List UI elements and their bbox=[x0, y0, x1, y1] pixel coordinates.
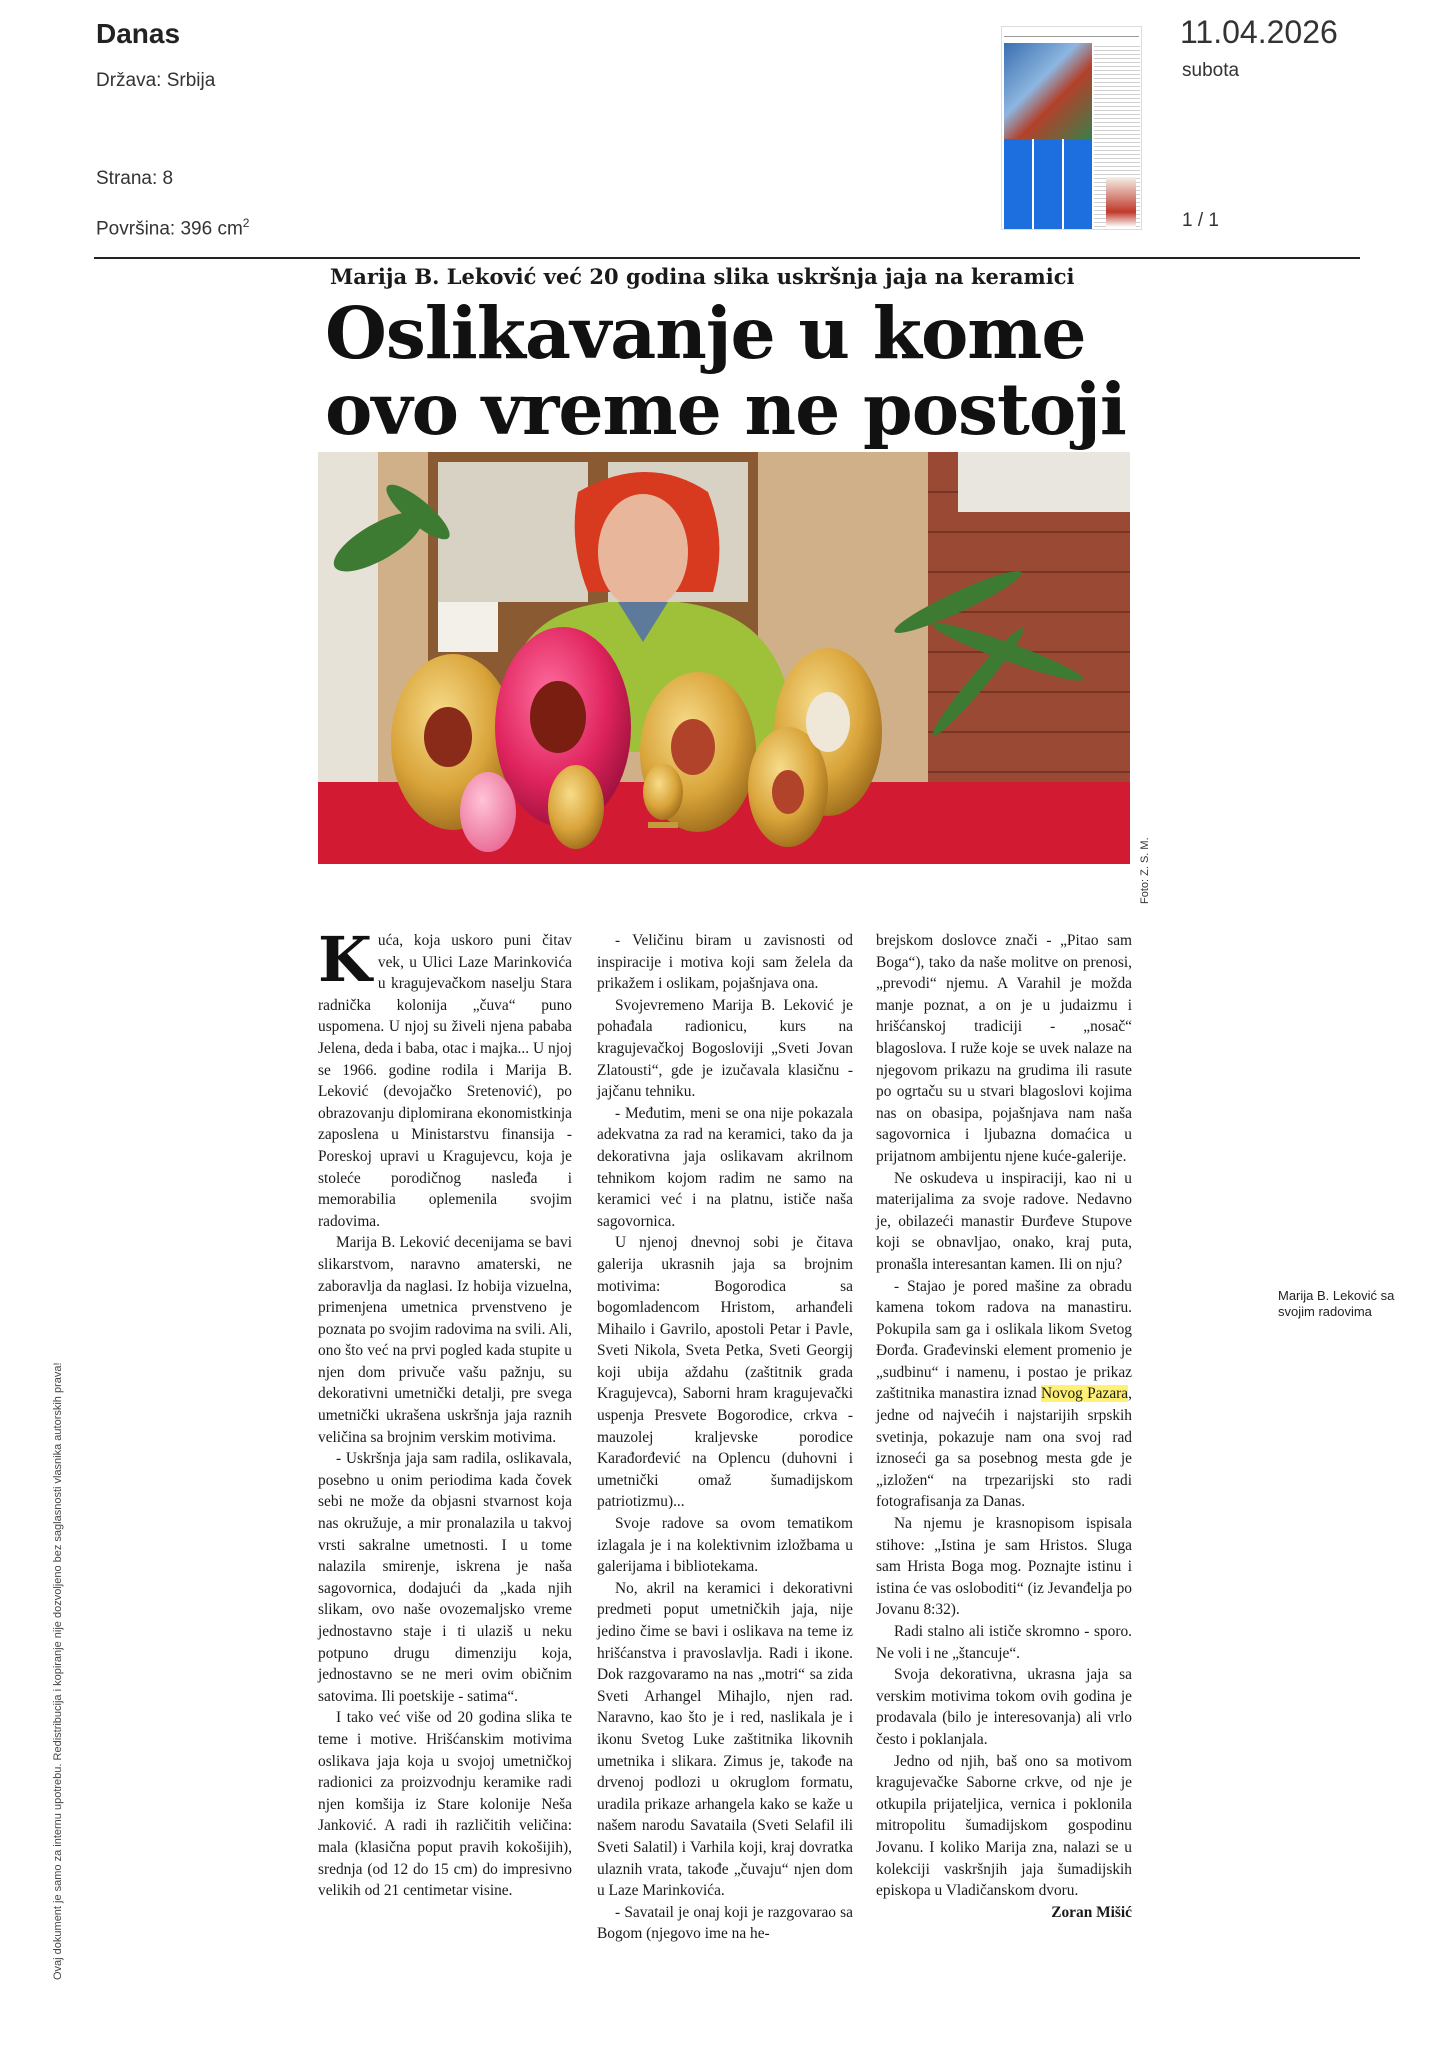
highlighted-place-name: Novog Pazara bbox=[1040, 1385, 1129, 1403]
copyright-disclaimer: Ovaj dokument je samo za internu upotrebu. Redistribucija i kopiranje nije dozvoljeno bez saglasnosti vlasnika autorskih prava! bbox=[52, 1362, 64, 1980]
paragraph: Svoje radove sa ovom tematikom izlagala je i na kolektivnim izložbama u galerijama i bibliotekama. bbox=[597, 1515, 853, 1576]
area-unit-exponent: 2 bbox=[242, 216, 250, 230]
area-value: Površina: 396 cm bbox=[96, 218, 243, 240]
paragraph: - Savatail je onaj koji je razgovarao sa Bogom (njegovo ime na he- bbox=[597, 1903, 853, 1943]
paragraph: Na njemu je krasnopisom ispisala stihove: „Istina je sam Hristos. Sluga sam Hrista Boga mog. Poznajte istinu i istina će vas osloboditi“ (iz Jevanđelja po Jovanu 8:32). bbox=[876, 1515, 1132, 1619]
page-thumbnail[interactable] bbox=[1001, 26, 1142, 230]
paragraph: brejskom doslovce znači - „Pitao sam Boga“), tako da naše molitve on prenosi, „prevodi“ njemu. A Varahil je možda manje poznat, a on je u judaizmu i hrišćanskoj tradiciji - „nosač“ blagoslova. I ruže koje se uvek nalaze na njegovom prikazu na grudima ili rasute po ogrtaču su u stvari blagoslovi kojima nas on obasipa, pojašnjava nam naša sagovornica i ljubazna domaćica u prijatnom ambijentu njene kuće-galerije. bbox=[876, 932, 1132, 1165]
paragraph: - Međutim, meni se ona nije pokazala adekvatna za rad na keramici, tako da ja dekorativna jaja oslikavam akrilnom tehnikom kojom radim ne samo na keramici već i na platnu, ističe naša sagovornica. bbox=[597, 1104, 853, 1230]
article-column-2 bbox=[597, 930, 853, 1945]
area-label bbox=[96, 216, 249, 240]
paragraph: Radi stalno ali ističe skromno - sporo. Ne voli i ne „štancuje“. bbox=[876, 1623, 1132, 1662]
paragraph: Svoja dekorativna, ukrasna jaja sa verskim motivima tokom ovih godina je prodavala (bilo je interesovanja) ali vrlo često i poklanjala. bbox=[876, 1666, 1132, 1748]
article-column-3 bbox=[876, 930, 1132, 1923]
clip-page-count: 1 / 1 bbox=[1182, 210, 1219, 231]
article-author: Zoran Mišić bbox=[1051, 1903, 1132, 1921]
paragraph: Marija B. Leković decenijama se bavi slikarstvom, naravno amaterski, ne zaboravlja da naglasi. Iz hobija vizuelna, primenjena umetnica prvenstveno je poznata po svojim radovima na svili. Ali, ono što već na prvi pogled kada stupite u njen dom privuče vašu pažnju, su dekorativni umetnički detalji, pre svega umetnički ukrašena uskršnja jaja raznih veličina sa brojnim verskim motivima. bbox=[318, 1234, 572, 1446]
paragraph bbox=[318, 923, 572, 1232]
article-column-1 bbox=[318, 923, 572, 1902]
paragraph-text: uća, koja uskoro puni čitav vek, u Ulici Laze Marinkovića u kragujevačkom naselju Stara radnička kolonija „čuva“ puno uspomena. U njoj su živeli njena pababa Jelena, deda i baba, otac i majka... U njoj se 1966. godine rodila i Marija B. Leković (devojačko Sretenović), po obrazovanju diplomirana ekonomistkinja zaposlena u Ministarstvu finansija - Poreskoj upravi u Kragujevcu, koja je stoleće porodičnog nasleđa i memorabilia oplemenila svojim radovima. bbox=[318, 932, 572, 1230]
thumbnail-column bbox=[1004, 139, 1032, 229]
drop-cap: K bbox=[318, 923, 372, 996]
thumbnail-picture bbox=[1106, 177, 1136, 227]
paragraph-text: Jedno od njih, baš ono sa motivom kragujevačke Saborne crkve, od nje je otkupila prijateljica, vernica i poklonila mitropolitu šumadijskom gospodinu Jovanu. I koliko Marija zna, nalazi se u kolekciji vaskršnjih jaja šumadijskih episkopa u Vladičanskom dvoru. bbox=[876, 1752, 1132, 1900]
paragraph bbox=[876, 1276, 1132, 1514]
paragraph: Svojevremeno Marija B. Leković je pohađala radionicu, kurs na kragujevačkoj Bogosloviji „Sveti Jovan Zlatousti“, gde je izučavala klasičnu - jajčanu tehniku. bbox=[597, 996, 853, 1101]
photo-illustration bbox=[318, 452, 1130, 864]
thumbnail-column bbox=[1034, 139, 1062, 229]
paragraph: - Uskršnja jaja sam radila, oslikavala, posebno u onim periodima kada čovek sebi ne može da objasni stvarnost koja nas okružuje, a mir pronalazila u takvoj vrsti sakralne umetnosti. I u tome nalazila smirenje, iskrena je naša sagovornica, dodajući da „kada njih slikam, ovo naše ovozemaljsko vreme jednostavno staje i ti ulaziš u neku potpuno drugu dimenziju koja, jednostavno se ne meri ovim običnim satovima. Ili poetskije - satima“. bbox=[318, 1450, 572, 1705]
paragraph-text: - Stajao je pored mašine za obradu kamena tokom radova na manastiru. Pokupila sam ga i oslikala likom Svetog Đorđa. Građevinski element promenio je „sudbinu“ i namenu, i postao je prikaz zaštitnika manastira iznad bbox=[876, 1277, 1132, 1403]
thumbnail-masthead bbox=[1004, 29, 1139, 37]
publication-name: Danas bbox=[96, 18, 181, 49]
paragraph: U njenoj dnevnoj sobi je čitava galerija ukrasnih jaja sa brojnim motivima: Bogorodica sa bogomladencom Hristom, arhanđeli Mihailo i Gavrilo, apostoli Petar i Pavle, Sveti Nikola, Sveta Petka, Sveti Georgij koji ubija aždahu (zaštitnik grada Kragujevca), Saborni hram kragujevački uspenja Presvete Bogorodice, crkva - mauzolej kraljevske porodice Karađorđević na Oplencu (duhovni i umetnički omaž šumadijskom patriotizmu)... bbox=[597, 1234, 853, 1511]
paragraph: Ne oskudeva u inspiraciji, kao ni u materijalima za svoje radove. Nedavno je, obilazeći manastir Đurđeve Stupove koji se obnavljao, onako, kraj puta, pronašla interesantan kamen. Ili on nju? bbox=[876, 1169, 1132, 1273]
page-number-label: Strana: 8 bbox=[96, 168, 174, 189]
header-divider bbox=[94, 257, 1360, 259]
paragraph: No, akril na keramici i dekorativni predmeti poput umetničkih jaja, nije jedino čime se bavi i oslikava na teme iz hrišćanstva i pravoslavlja. Radi i ikone. Dok razgovaramo na nas „motri“ sa zida Sveti Arhangel Mihajlo, njen rad. Naravno, kao što je i red, naslikala je i ikonu Svetog Luke zaštitnika likovnih umetnika i slikara. Zimus je, takođe na drvenoj podlozi u okruglom formatu, uradila prikaze arhangela kako se kaže u našem narodu Savataila (Sveti Selafil ili Sveti Salatil) i Varhila koji, kraj dovratka ulaznih vrata, takođe „čuvaju“ njen dom u Laze Marinkovića. bbox=[597, 1579, 853, 1900]
thumbnail-image bbox=[1004, 43, 1092, 139]
paragraph: - Veličinu biram u zavisnosti od inspiracije i motiva koji sam želela da prikažem i oslikam, pojašnjava ona. bbox=[597, 932, 853, 993]
article-headline: Oslikavanje u kome ovo vreme ne postoji bbox=[325, 291, 1126, 451]
publication-date: 11.04.2026 bbox=[1180, 14, 1338, 50]
paragraph-text: , jedne od najvećih i najstarijih srpskih svetinja, pokazuje nam ona svoj rad iznoseći ga sa posebnog mesta gde je „izložen“ na trpezarijski sto radi fotografisanja za Danas. bbox=[876, 1385, 1132, 1511]
paragraph: I tako već više od 20 godina slika te teme i motive. Hrišćanskim motivima oslikava jaja koja u svojoj umetničkoj radionici za proizvodnju keramike radi njen komšija iz Stare kolonije Neša Janković. A radi ih različitih veličina: mala (klasična poput pravih kokošijih), srednja (od 12 do 15 cm) do impresivno velikih od 21 centimetar visine. bbox=[318, 1709, 572, 1900]
photo-credit: Foto: Z. S. M. bbox=[1139, 837, 1151, 904]
photo-caption: Marija B. Leković sa svojim radovima bbox=[1270, 1284, 1420, 1324]
country-label: Država: Srbija bbox=[96, 70, 216, 91]
paragraph bbox=[876, 1751, 1132, 1921]
thumbnail-column bbox=[1064, 139, 1092, 229]
article-kicker: Marija B. Leković već 20 godina slika uskršnja jaja na keramici bbox=[330, 264, 1075, 289]
publication-weekday: subota bbox=[1182, 60, 1240, 81]
